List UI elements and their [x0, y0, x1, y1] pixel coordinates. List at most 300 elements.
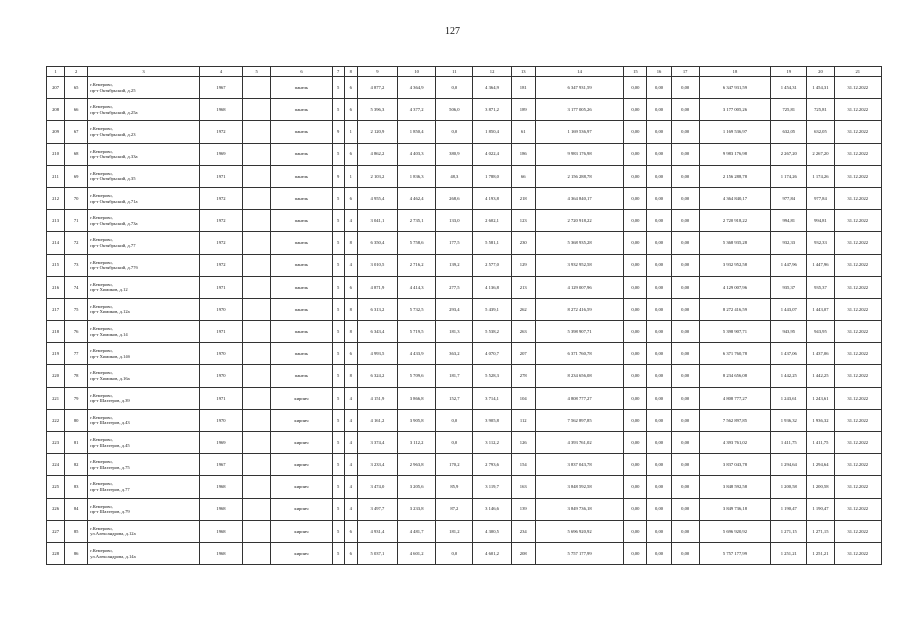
- address-cell: [88, 187, 200, 209]
- cell-c8: 4: [344, 498, 357, 520]
- cell-c12: 4 364,9: [473, 77, 511, 99]
- cell-c20: 725,81: [807, 99, 834, 121]
- cell-c11: 268,6: [436, 187, 473, 209]
- cell-c6: панель: [271, 165, 332, 187]
- cell-c5: [243, 210, 271, 232]
- cell-c15: 0,00: [624, 498, 647, 520]
- cell-c12: 3 905,8: [473, 409, 511, 431]
- cell-c17: 0,00: [671, 321, 699, 343]
- address-cell: [88, 542, 200, 564]
- cell-c10: 1 836,3: [398, 165, 436, 187]
- cell-c6: панель: [271, 121, 332, 143]
- cell-c14: 5 398 907,71: [535, 321, 624, 343]
- cell-c1: 214: [47, 232, 65, 254]
- cell-c12: 4 070,7: [473, 343, 511, 365]
- cell-c15: 0,00: [624, 210, 647, 232]
- cell-c19: 1 447,96: [771, 254, 807, 276]
- table-row: [47, 476, 882, 498]
- cell-c11: 0,0: [436, 121, 473, 143]
- cell-c19: 935,37: [771, 276, 807, 298]
- cell-c12: 2 602,1: [473, 210, 511, 232]
- cell-c17: 0,00: [671, 77, 699, 99]
- cell-c8: 8: [344, 232, 357, 254]
- cell-c15: 0,00: [624, 365, 647, 387]
- cell-c5: [243, 498, 271, 520]
- cell-c2: 72: [65, 232, 88, 254]
- address-city: г.Кемерово,: [90, 215, 113, 221]
- address-street: пр-т Октябрьский, д.73а: [90, 220, 138, 226]
- cell-c11: 139,2: [436, 254, 473, 276]
- cell-c13: 154: [511, 454, 535, 476]
- cell-c1: 213: [47, 210, 65, 232]
- cell-c9: 3 233,4: [357, 454, 397, 476]
- cell-c9: 6 313,2: [357, 298, 397, 320]
- cell-c9: 4 151,9: [357, 387, 397, 409]
- cell-c7: 5: [332, 498, 344, 520]
- cell-c7: 5: [332, 343, 344, 365]
- table-row: [47, 409, 882, 431]
- cell-c11: 363,2: [436, 343, 473, 365]
- address-city: г.Кемерово,: [90, 525, 113, 531]
- cell-c16: 0,00: [647, 476, 671, 498]
- column-header: 9: [357, 67, 397, 77]
- cell-c8: 6: [344, 520, 357, 542]
- cell-c5: [243, 121, 271, 143]
- table-row: [47, 254, 882, 276]
- cell-c15: 0,00: [624, 387, 647, 409]
- address-city: г.Кемерово,: [90, 459, 113, 465]
- cell-c15: 0,00: [624, 321, 647, 343]
- cell-c5: [243, 542, 271, 564]
- cell-c7: 9: [332, 165, 344, 187]
- cell-c13: 181: [511, 77, 535, 99]
- cell-c14: 5 696 920,92: [535, 520, 624, 542]
- cell-c5: [243, 432, 271, 454]
- cell-c1: 209: [47, 121, 65, 143]
- cell-c14: 5 368 935,28: [535, 232, 624, 254]
- table-row: [47, 321, 882, 343]
- table-row: [47, 298, 882, 320]
- cell-c13: 139: [511, 498, 535, 520]
- address-street: пр-т Химиков, д.16а: [90, 376, 130, 382]
- cell-c6: панель: [271, 365, 332, 387]
- cell-c16: 0,00: [647, 121, 671, 143]
- cell-c19: 1 271,15: [771, 520, 807, 542]
- cell-c16: 0,00: [647, 298, 671, 320]
- cell-c8: 8: [344, 298, 357, 320]
- address-city: г.Кемерово,: [90, 437, 113, 442]
- cell-c2: 66: [65, 99, 88, 121]
- table-row: [47, 387, 882, 409]
- cell-c10: 3 905,8: [398, 409, 436, 431]
- column-header: 13: [511, 67, 535, 77]
- cell-c18: 3 848 592,58: [699, 476, 770, 498]
- cell-c2: 67: [65, 121, 88, 143]
- cell-c13: 218: [511, 187, 535, 209]
- cell-c17: 0,00: [671, 542, 699, 564]
- cell-c15: 0,00: [624, 343, 647, 365]
- cell-c2: 83: [65, 476, 88, 498]
- cell-c15: 0,00: [624, 254, 647, 276]
- cell-c15: 0,00: [624, 187, 647, 209]
- cell-c18: 5 368 935,28: [699, 232, 770, 254]
- cell-c20: 1 294,64: [807, 454, 834, 476]
- column-header: 21: [834, 67, 881, 77]
- cell-c14: 6 371 760,78: [535, 343, 624, 365]
- address-cell: [88, 520, 200, 542]
- cell-c16: 0,00: [647, 454, 671, 476]
- cell-c16: 0,00: [647, 254, 671, 276]
- column-header: 5: [243, 67, 271, 77]
- cell-c4: 1967: [199, 77, 242, 99]
- cell-c13: 66: [511, 165, 535, 187]
- cell-c17: 0,00: [671, 232, 699, 254]
- address-city: г.Кемерово,: [90, 392, 113, 398]
- address-city: г.Кемерово,: [90, 259, 113, 265]
- cell-c1: 217: [47, 298, 65, 320]
- cell-c5: [243, 298, 271, 320]
- cell-c4: 1967: [199, 454, 242, 476]
- cell-c10: 2 735,1: [398, 210, 436, 232]
- column-header: 16: [647, 67, 671, 77]
- cell-c10: 4 364,9: [398, 77, 436, 99]
- cell-c7: 5: [332, 365, 344, 387]
- cell-c20: 1 251,21: [807, 542, 834, 564]
- cell-c2: 84: [65, 498, 88, 520]
- cell-c2: 74: [65, 276, 88, 298]
- cell-c20: 1 243,61: [807, 387, 834, 409]
- table-row: [47, 498, 882, 520]
- cell-c20: 943,95: [807, 321, 834, 343]
- cell-c5: [243, 99, 271, 121]
- address-cell: [88, 409, 200, 431]
- cell-c19: 1 442,25: [771, 365, 807, 387]
- column-header: 12: [473, 67, 511, 77]
- cell-c5: [243, 454, 271, 476]
- cell-c4: 1969: [199, 143, 242, 165]
- cell-c2: 80: [65, 409, 88, 431]
- cell-c2: 69: [65, 165, 88, 187]
- cell-c7: 5: [332, 77, 344, 99]
- cell-c5: [243, 77, 271, 99]
- cell-c17: 0,00: [671, 343, 699, 365]
- cell-c6: панель: [271, 298, 332, 320]
- cell-c1: 227: [47, 520, 65, 542]
- cell-c15: 0,00: [624, 121, 647, 143]
- cell-c16: 0,00: [647, 542, 671, 564]
- address-city: г.Кемерово,: [90, 348, 113, 354]
- table-row: [47, 232, 882, 254]
- cell-c5: [243, 409, 271, 431]
- cell-c8: 1: [344, 165, 357, 187]
- cell-c10: 5 758,6: [398, 232, 436, 254]
- cell-c8: 4: [344, 210, 357, 232]
- cell-c1: 216: [47, 276, 65, 298]
- address-city: г.Кемерово,: [90, 170, 113, 176]
- address-street: пр-т Шахтеров, д.77: [90, 486, 130, 492]
- cell-c5: [243, 520, 271, 542]
- cell-c12: 5 528,3: [473, 365, 511, 387]
- cell-c5: [243, 232, 271, 254]
- cell-c17: 0,00: [671, 387, 699, 409]
- cell-c6: кирпич: [271, 520, 332, 542]
- cell-c6: кирпич: [271, 454, 332, 476]
- cell-c17: 0,00: [671, 165, 699, 187]
- cell-c16: 0,00: [647, 321, 671, 343]
- cell-c10: 3 866,8: [398, 387, 436, 409]
- cell-c17: 0,00: [671, 498, 699, 520]
- address-city: г.Кемерово,: [90, 414, 113, 420]
- cell-c17: 0,00: [671, 476, 699, 498]
- cell-c18: 3 849 736,18: [699, 498, 770, 520]
- cell-c1: 210: [47, 143, 65, 165]
- cell-c18: 5 696 920,92: [699, 520, 770, 542]
- cell-c8: 4: [344, 432, 357, 454]
- cell-c10: 4 414,3: [398, 276, 436, 298]
- cell-c9: 3 041,1: [357, 210, 397, 232]
- cell-c10: 4 601,2: [398, 542, 436, 564]
- cell-c11: 0,0: [436, 409, 473, 431]
- cell-c14: 4 364 840,17: [535, 187, 624, 209]
- cell-c14: 3 849 736,18: [535, 498, 624, 520]
- address-street: пр-т Октябрьский, д.77: [90, 242, 136, 248]
- cell-c17: 0,00: [671, 432, 699, 454]
- cell-c20: 1 447,96: [807, 254, 834, 276]
- cell-c1: 223: [47, 432, 65, 454]
- cell-c21: 31.12.2022: [834, 520, 881, 542]
- cell-c21: 31.12.2022: [834, 387, 881, 409]
- cell-c19: 994,81: [771, 210, 807, 232]
- cell-c1: 215: [47, 254, 65, 276]
- cell-c2: 81: [65, 432, 88, 454]
- cell-c13: 186: [511, 143, 535, 165]
- cell-c14: 4 808 777,27: [535, 387, 624, 409]
- cell-c18: 2 156 288,78: [699, 165, 770, 187]
- cell-c14: 5 757 177,99: [535, 542, 624, 564]
- table-body: [47, 77, 882, 565]
- cell-c4: 1971: [199, 387, 242, 409]
- cell-c4: 1970: [199, 298, 242, 320]
- address-cell: [88, 498, 200, 520]
- cell-c10: 1 850,4: [398, 121, 436, 143]
- cell-c7: 5: [332, 454, 344, 476]
- address-city: г.Кемерово,: [90, 82, 113, 87]
- address-city: г.Кемерово,: [90, 237, 113, 243]
- cell-c12: 1 788,0: [473, 165, 511, 187]
- cell-c11: 87,2: [436, 498, 473, 520]
- cell-c8: 6: [344, 143, 357, 165]
- cell-c18: 4 364 840,17: [699, 187, 770, 209]
- table-row: [47, 210, 882, 232]
- cell-c13: 61: [511, 121, 535, 143]
- cell-c18: 7 562 897,85: [699, 409, 770, 431]
- address-city: г.Кемерово,: [90, 281, 113, 287]
- address-street: пр-т Шахтеров, д.39: [90, 398, 130, 404]
- cell-c17: 0,00: [671, 254, 699, 276]
- cell-c16: 0,00: [647, 143, 671, 165]
- cell-c18: 1 169 536,97: [699, 121, 770, 143]
- cell-c18: 9 983 176,98: [699, 143, 770, 165]
- table-row: [47, 432, 882, 454]
- cell-c14: 9 983 176,98: [535, 143, 624, 165]
- cell-c21: 31.12.2022: [834, 409, 881, 431]
- address-cell: [88, 476, 200, 498]
- cell-c20: 1 442,25: [807, 365, 834, 387]
- table-row: [47, 276, 882, 298]
- cell-c12: 4 601,2: [473, 542, 511, 564]
- cell-c9: 5 037,1: [357, 542, 397, 564]
- cell-c11: 0,0: [436, 432, 473, 454]
- cell-c18: 3 837 043,78: [699, 454, 770, 476]
- cell-c2: 76: [65, 321, 88, 343]
- address-street: ул.Александрова, д.14а: [90, 553, 136, 559]
- cell-c19: 1 294,64: [771, 454, 807, 476]
- cell-c7: 5: [332, 321, 344, 343]
- address-street: пр-т Шахтеров, д.79: [90, 509, 130, 515]
- cell-c14: 3 932 952,58: [535, 254, 624, 276]
- cell-c16: 0,00: [647, 520, 671, 542]
- cell-c6: панель: [271, 321, 332, 343]
- address-cell: [88, 276, 200, 298]
- cell-c9: 4 877,2: [357, 77, 397, 99]
- address-city: г.Кемерово,: [90, 326, 113, 332]
- cell-c20: 1 443,07: [807, 298, 834, 320]
- cell-c12: 4 136,8: [473, 276, 511, 298]
- cell-c7: 5: [332, 542, 344, 564]
- cell-c20: 2 267,20: [807, 143, 834, 165]
- table-row: [47, 542, 882, 564]
- cell-c4: 1968: [199, 520, 242, 542]
- cell-c15: 0,00: [624, 542, 647, 564]
- cell-c11: 181,3: [436, 321, 473, 343]
- cell-c1: 218: [47, 321, 65, 343]
- cell-c21: 31.12.2022: [834, 232, 881, 254]
- cell-c20: 1 174,26: [807, 165, 834, 187]
- cell-c1: 226: [47, 498, 65, 520]
- cell-c19: 2 267,20: [771, 143, 807, 165]
- cell-c17: 0,00: [671, 187, 699, 209]
- column-header: 8: [344, 67, 357, 77]
- cell-c11: 277,5: [436, 276, 473, 298]
- cell-c14: 8 234 656,08: [535, 365, 624, 387]
- address-street: пр-т Октябрьский, д.35: [90, 176, 136, 182]
- cell-c21: 31.12.2022: [834, 187, 881, 209]
- cell-c17: 0,00: [671, 365, 699, 387]
- cell-c20: 935,37: [807, 276, 834, 298]
- cell-c4: 1971: [199, 321, 242, 343]
- cell-c9: 3 010,5: [357, 254, 397, 276]
- cell-c8: 6: [344, 187, 357, 209]
- cell-c6: кирпич: [271, 409, 332, 431]
- address-street: пр-т Октябрьский, д.33а: [90, 154, 138, 160]
- cell-c20: 1 200,58: [807, 476, 834, 498]
- cell-c21: 31.12.2022: [834, 454, 881, 476]
- cell-c5: [243, 476, 271, 498]
- cell-c6: кирпич: [271, 432, 332, 454]
- cell-c9: 3 374,4: [357, 432, 397, 454]
- address-city: г.Кемерово,: [90, 303, 113, 309]
- cell-c14: 3 848 592,58: [535, 476, 624, 498]
- cell-c5: [243, 187, 271, 209]
- cell-c13: 123: [511, 210, 535, 232]
- cell-c11: 506,0: [436, 99, 473, 121]
- table-row: [47, 343, 882, 365]
- column-header: 11: [436, 67, 473, 77]
- address-cell: [88, 77, 200, 99]
- cell-c11: 152,7: [436, 387, 473, 409]
- cell-c12: 3 112,2: [473, 432, 511, 454]
- cell-c12: 2 793,6: [473, 454, 511, 476]
- cell-c21: 31.12.2022: [834, 321, 881, 343]
- cell-c15: 0,00: [624, 276, 647, 298]
- cell-c21: 31.12.2022: [834, 210, 881, 232]
- cell-c18: 4 393 761,02: [699, 432, 770, 454]
- cell-c19: 1 454,31: [771, 77, 807, 99]
- cell-c21: 31.12.2022: [834, 432, 881, 454]
- cell-c17: 0,00: [671, 454, 699, 476]
- cell-c21: 31.12.2022: [834, 99, 881, 121]
- cell-c15: 0,00: [624, 165, 647, 187]
- cell-c8: 8: [344, 321, 357, 343]
- address-street: пр-т Октябрьский, д.71а: [90, 198, 138, 204]
- address-cell: [88, 365, 200, 387]
- address-street: пр-т Химиков, д.12: [90, 287, 128, 293]
- cell-c1: 212: [47, 187, 65, 209]
- column-header: 20: [807, 67, 834, 77]
- cell-c9: 2 103,2: [357, 165, 397, 187]
- address-city: г.Кемерово,: [90, 148, 113, 154]
- cell-c10: 2 716,2: [398, 254, 436, 276]
- cell-c15: 0,00: [624, 143, 647, 165]
- cell-c11: 181,7: [436, 365, 473, 387]
- cell-c12: 3 119,7: [473, 476, 511, 498]
- cell-c12: 5 439,1: [473, 298, 511, 320]
- address-street: пр-т Химиков, д.14б: [90, 353, 130, 359]
- cell-c6: кирпич: [271, 387, 332, 409]
- cell-c6: панель: [271, 143, 332, 165]
- cell-c4: 1970: [199, 365, 242, 387]
- column-header: 6: [271, 67, 332, 77]
- cell-c13: 207: [511, 343, 535, 365]
- cell-c12: 3 871,2: [473, 99, 511, 121]
- address-cell: [88, 387, 200, 409]
- cell-c7: 5: [332, 387, 344, 409]
- cell-c10: 5 732,5: [398, 298, 436, 320]
- cell-c14: 2 156 288,78: [535, 165, 624, 187]
- cell-c10: 5 709,6: [398, 365, 436, 387]
- cell-c1: 208: [47, 99, 65, 121]
- cell-c16: 0,00: [647, 165, 671, 187]
- cell-c1: 219: [47, 343, 65, 365]
- cell-c17: 0,00: [671, 520, 699, 542]
- cell-c20: 1 411,75: [807, 432, 834, 454]
- cell-c20: 1 454,31: [807, 77, 834, 99]
- address-cell: [88, 99, 200, 121]
- address-street: пр-т Шахтеров, д.75: [90, 464, 130, 470]
- cell-c20: 1 936,32: [807, 409, 834, 431]
- cell-c13: 163: [511, 476, 535, 498]
- cell-c18: 8 234 656,08: [699, 365, 770, 387]
- cell-c1: 222: [47, 409, 65, 431]
- column-header: 17: [671, 67, 699, 77]
- cell-c13: 112: [511, 409, 535, 431]
- cell-c19: 932,33: [771, 232, 807, 254]
- cell-c14: 6 347 931,59: [535, 77, 624, 99]
- cell-c6: кирпич: [271, 542, 332, 564]
- cell-c12: 1 850,4: [473, 121, 511, 143]
- cell-c4: 1972: [199, 210, 242, 232]
- cell-c13: 104: [511, 387, 535, 409]
